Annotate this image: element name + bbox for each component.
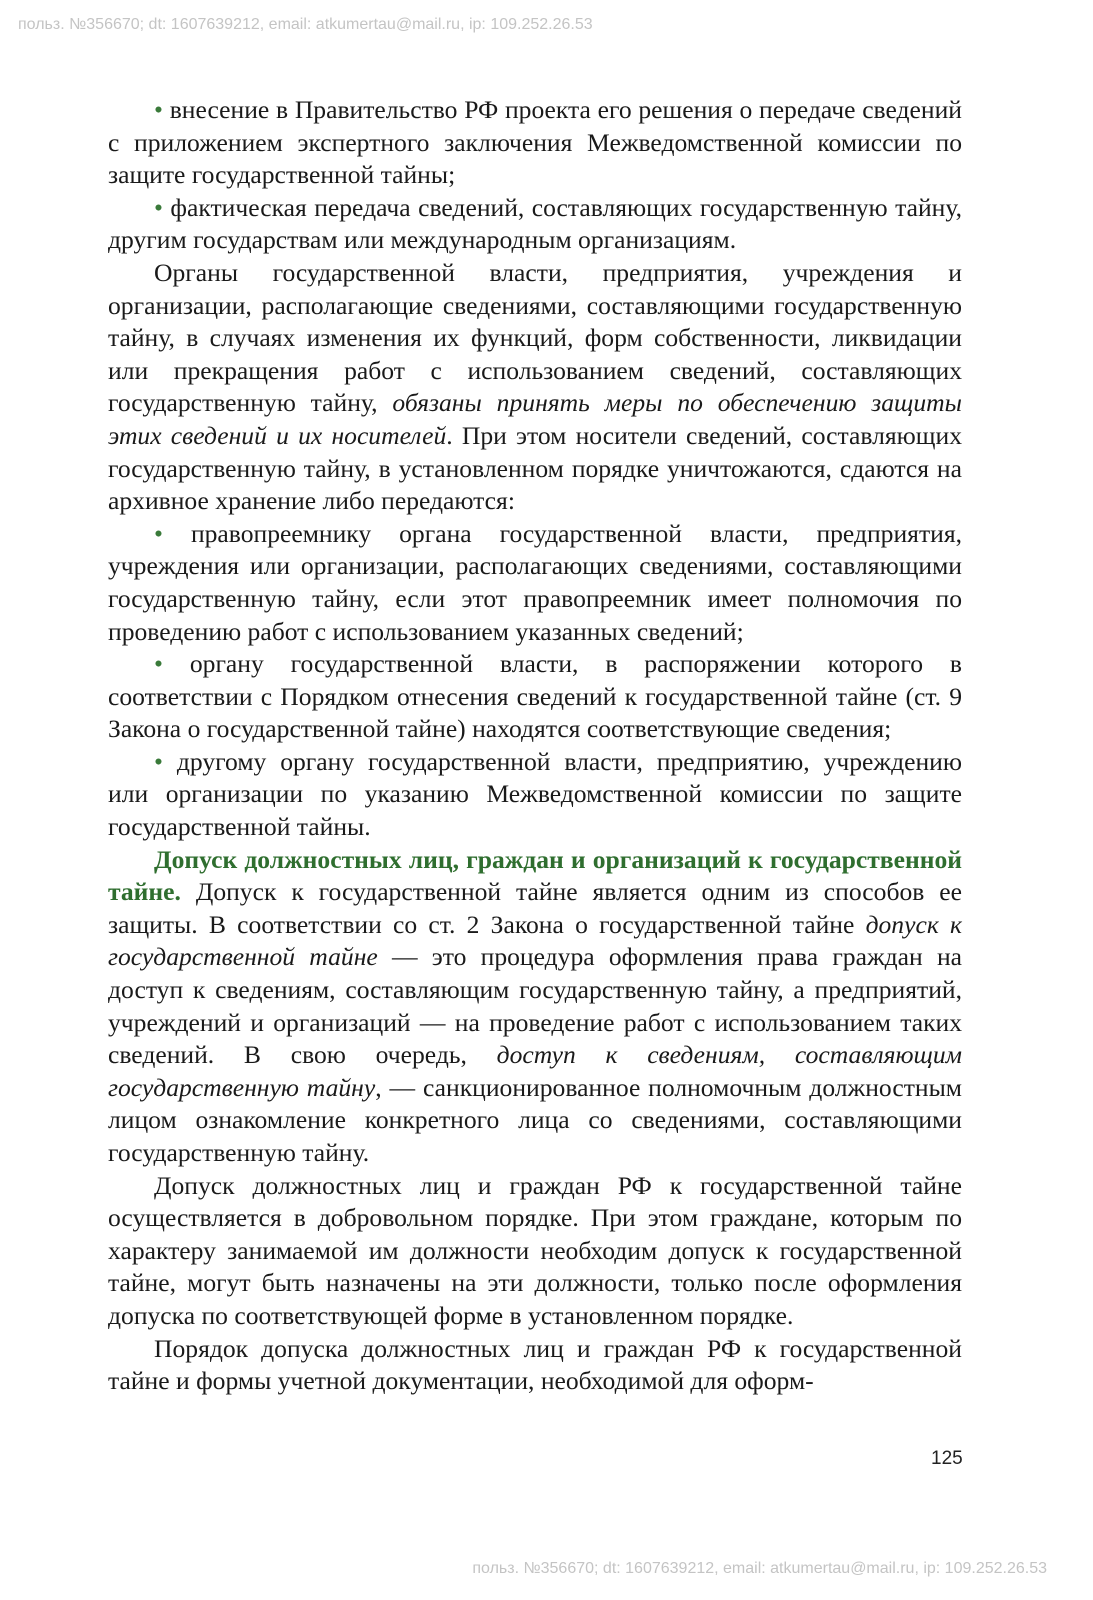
bullet-marker: • xyxy=(154,192,163,222)
paragraph xyxy=(108,257,962,518)
bullet-item xyxy=(108,746,962,844)
bullet-text: внесение в Правительство РФ проекта его решения о передаче сведений с приложением экспертного заключения Межведомственной комиссии по защите государственной тайны; xyxy=(108,95,962,190)
paragraph-text: Органы государственной власти, предприятия, учреждения и организации, располагающие сведениями, составляющими государственную тайну, в случаях изменения их функций, форм собственности, ликвидации или прекращения работ с использованием сведений, составляющих государственную тайну, xyxy=(108,257,962,418)
emphasis-text: доступ к сведениям, составляющим государственную тайну xyxy=(108,1040,962,1102)
bullet-marker: • xyxy=(154,649,163,679)
paragraph-text: , — санкционированное полномочным должностным лицом ознакомление конкретного лица со сведениями, составляющими государственную тайну. xyxy=(108,1072,962,1167)
bullet-text: органу государственной власти, в распоряжении которого в соответствии с Порядком отнесения сведений к государственной тайне (ст. 9 Закона о государственной тайне) находятся соответствующие сведения; xyxy=(108,649,962,744)
paragraph-text: . При этом носители сведений, составляющих государственную тайну, в установленном порядке уничтожаются, сдаются на архивное хранение либо передаются: xyxy=(108,420,962,516)
bullet-text: фактическая передача сведений, составляющих государственную тайну, другим государствам или международным организациям. xyxy=(108,192,962,255)
page-number: 125 xyxy=(931,1448,963,1469)
watermark-top: польз. №356670; dt: 1607639212, email: atkumertau@mail.ru, ip: 109.252.26.53 xyxy=(18,16,593,33)
paragraph-text: — это процедура оформления права граждан на доступ к сведениям, составляющим государственную тайну, а предприятий, учреждений и организаций — на проведение работ с использованием таких сведений. В свою очередь, xyxy=(108,942,963,1070)
paragraph: Порядок допуска должностных лиц и граждан РФ к государственной тайне и формы учетной документации, необходимой для оформ- xyxy=(108,1333,962,1396)
emphasis-text: допуск к государственной тайне xyxy=(108,909,962,972)
section-paragraph xyxy=(108,844,962,1170)
page-body xyxy=(108,94,962,1398)
paragraph: Допуск должностных лиц и граждан РФ к государственной тайне осуществляется в добровольном порядке. При этом граждане, которым по характеру занимаемой им должности необходим допуск к государственной тайне, могут быть назначены на эти должности, только после оформления допуска по соответствующей форме в установленном порядке. xyxy=(108,1170,962,1330)
bullet-marker: • xyxy=(154,518,163,548)
bullet-text: другому органу государственной власти, предприятию, учреждению или организации по указанию Межведомственной комиссии по защите государственной тайны. xyxy=(108,746,962,842)
bullet-item xyxy=(108,518,962,648)
watermark-bottom: польз. №356670; dt: 1607639212, email: atkumertau@mail.ru, ip: 109.252.26.53 xyxy=(472,1560,1047,1577)
bullet-item xyxy=(108,94,962,192)
bullet-text: правопреемнику органа государственной власти, предприятия, учреждения или организации, располагающих сведениями, составляющими государственную тайну, если этот правопреемник имеет полномочия по проведению работ с использованием указанных сведений; xyxy=(108,518,962,646)
paragraph-text: Допуск к государственной тайне является одним из способов ее защиты. В соответствии со ст. 2 Закона о государственной тайне xyxy=(108,877,962,939)
section-title: Допуск должностных лиц, граждан и организаций к государственной тайне. xyxy=(108,844,962,907)
bullet-item xyxy=(108,648,962,746)
emphasis-text: обязаны принять меры по обеспечению защиты этих сведений и их носителей xyxy=(108,388,962,450)
bullet-marker: • xyxy=(154,95,163,124)
bullet-item xyxy=(108,192,962,257)
bullet-marker: • xyxy=(154,746,163,776)
